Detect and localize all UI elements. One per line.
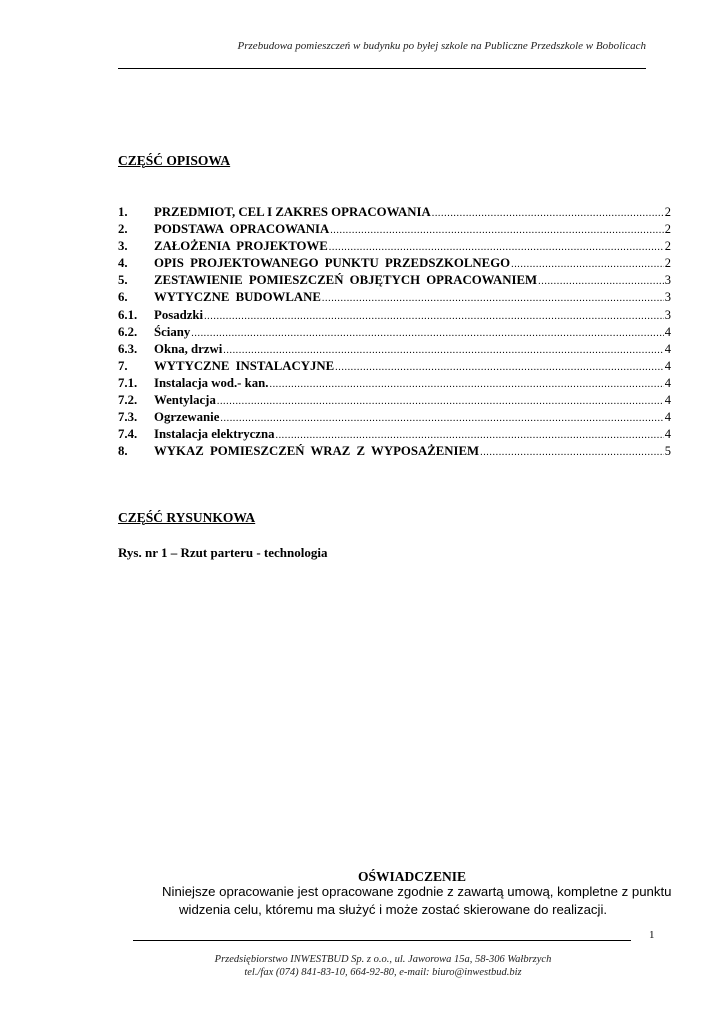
toc-leader-dots bbox=[432, 205, 664, 222]
toc-title: Ściany bbox=[154, 324, 191, 339]
toc-page-number: 4 bbox=[664, 358, 671, 373]
toc-leader-dots bbox=[538, 273, 664, 290]
toc-title: Ogrzewanie bbox=[154, 410, 220, 425]
statement-line-1: Niniejsze opracowanie jest opracowane zgodnie z zawartą umową, kompletne z punktu bbox=[162, 884, 672, 899]
toc-page-number: 5 bbox=[664, 444, 671, 459]
toc-page-number: 4 bbox=[664, 393, 671, 408]
toc-row bbox=[118, 204, 671, 221]
toc-leader-dots bbox=[330, 222, 664, 239]
toc-page-number: 4 bbox=[664, 375, 671, 390]
page-header: Przebudowa pomieszczeń w budynku po byłej szkole na Publiczne Przedszkole w Bobolicach bbox=[237, 40, 646, 52]
toc-leader-dots bbox=[480, 444, 664, 461]
page-number: 1 bbox=[649, 929, 655, 941]
toc-leader-dots bbox=[511, 256, 664, 273]
toc-row bbox=[118, 324, 671, 341]
toc-leader-dots bbox=[322, 290, 664, 307]
toc-leader-dots bbox=[217, 393, 664, 410]
toc-number: 7.2. bbox=[118, 393, 138, 408]
toc-page-number: 4 bbox=[664, 341, 671, 356]
toc-number: 4. bbox=[118, 256, 128, 271]
toc-title: WYTYCZNE BUDOWLANE bbox=[154, 290, 321, 305]
toc-title: Wentylacja bbox=[154, 393, 216, 408]
drawing-item: Rys. nr 1 – Rzut parteru - technologia bbox=[118, 545, 328, 560]
toc-row bbox=[118, 358, 671, 375]
toc-title: OPIS PROJEKTOWANEGO PUNKTU PRZEDSZKOLNEGO bbox=[154, 256, 511, 271]
toc-number: 6. bbox=[118, 290, 128, 305]
toc-page-number: 2 bbox=[664, 256, 671, 271]
toc-title: ZAŁOŻENIA PROJEKTOWE bbox=[154, 239, 328, 254]
header-divider bbox=[118, 68, 646, 69]
toc-row bbox=[118, 426, 671, 443]
toc-leader-dots bbox=[329, 239, 664, 256]
toc-page-number: 3 bbox=[664, 273, 671, 288]
toc-title: PRZEDMIOT, CEL I ZAKRES OPRACOWANIA bbox=[154, 205, 431, 219]
footer-contact: tel./fax (074) 841-83-10, 664-92-80, e-mail: biuro@inwestbud.biz bbox=[244, 967, 522, 978]
toc-leader-dots bbox=[275, 427, 663, 444]
toc-number: 7. bbox=[118, 358, 128, 373]
statement-line-2: widzenia celu, któremu ma służyć i może zostać skierowane do realizacji. bbox=[179, 902, 608, 917]
toc-row bbox=[118, 255, 671, 272]
toc-title: WYKAZ POMIESZCZEŃ WRAZ Z WYPOSAŻENIEM bbox=[154, 444, 480, 459]
toc-row bbox=[118, 409, 671, 426]
toc-row bbox=[118, 375, 671, 392]
toc-number: 2. bbox=[118, 222, 128, 237]
toc-page-number: 4 bbox=[664, 324, 671, 339]
toc-number: 1. bbox=[118, 205, 128, 219]
toc-row bbox=[118, 221, 671, 238]
toc-page-number: 2 bbox=[664, 205, 671, 219]
descriptive-part-title: CZĘŚĆ OPISOWA bbox=[118, 153, 231, 168]
toc-leader-dots bbox=[269, 376, 663, 393]
table-of-contents bbox=[118, 204, 671, 460]
toc-page-number: 4 bbox=[664, 410, 671, 425]
toc-leader-dots bbox=[223, 342, 663, 359]
toc-number: 7.3. bbox=[118, 410, 138, 425]
toc-number: 8. bbox=[118, 444, 128, 459]
toc-title: PODSTAWA OPRACOWANIA bbox=[154, 222, 330, 237]
toc-leader-dots bbox=[204, 308, 664, 325]
toc-page-number: 3 bbox=[664, 307, 671, 322]
toc-page-number: 3 bbox=[664, 290, 671, 305]
toc-page-number: 2 bbox=[664, 222, 671, 237]
toc-title: Instalacja elektryczna bbox=[154, 427, 275, 442]
footer-divider bbox=[133, 940, 631, 941]
toc-number: 6.1. bbox=[118, 307, 138, 322]
toc-leader-dots bbox=[335, 359, 664, 376]
toc-page-number: 4 bbox=[664, 427, 671, 442]
toc-row bbox=[118, 392, 671, 409]
toc-number: 5. bbox=[118, 273, 128, 288]
toc-number: 6.3. bbox=[118, 341, 138, 356]
toc-number: 3. bbox=[118, 239, 128, 254]
toc-title: ZESTAWIENIE POMIESZCZEŃ OBJĘTYCH OPRACOWANIEM bbox=[154, 273, 538, 288]
toc-title: Instalacja wod.- kan. bbox=[154, 375, 269, 390]
toc-row bbox=[118, 307, 671, 324]
toc-title: WYTYCZNE INSTALACYJNE bbox=[154, 358, 335, 373]
toc-number: 7.1. bbox=[118, 375, 138, 390]
toc-title: Posadzki bbox=[154, 307, 204, 322]
toc-number: 7.4. bbox=[118, 427, 138, 442]
drawing-part-title: CZĘŚĆ RYSUNKOWA bbox=[118, 510, 256, 525]
toc-row bbox=[118, 238, 671, 255]
toc-row bbox=[118, 272, 671, 289]
toc-row bbox=[118, 289, 671, 306]
toc-row bbox=[118, 443, 671, 460]
statement-heading: OŚWIADCZENIE bbox=[357, 869, 467, 884]
toc-number: 6.2. bbox=[118, 324, 138, 339]
toc-title: Okna, drzwi bbox=[154, 341, 223, 356]
toc-leader-dots bbox=[191, 325, 663, 342]
toc-leader-dots bbox=[220, 410, 663, 427]
toc-row bbox=[118, 341, 671, 358]
toc-page-number: 2 bbox=[664, 239, 671, 254]
footer-company-address: Przedsiębiorstwo INWESTBUD Sp. z o.o., ul. Jaworowa 15a, 58-306 Wałbrzych bbox=[214, 954, 552, 965]
